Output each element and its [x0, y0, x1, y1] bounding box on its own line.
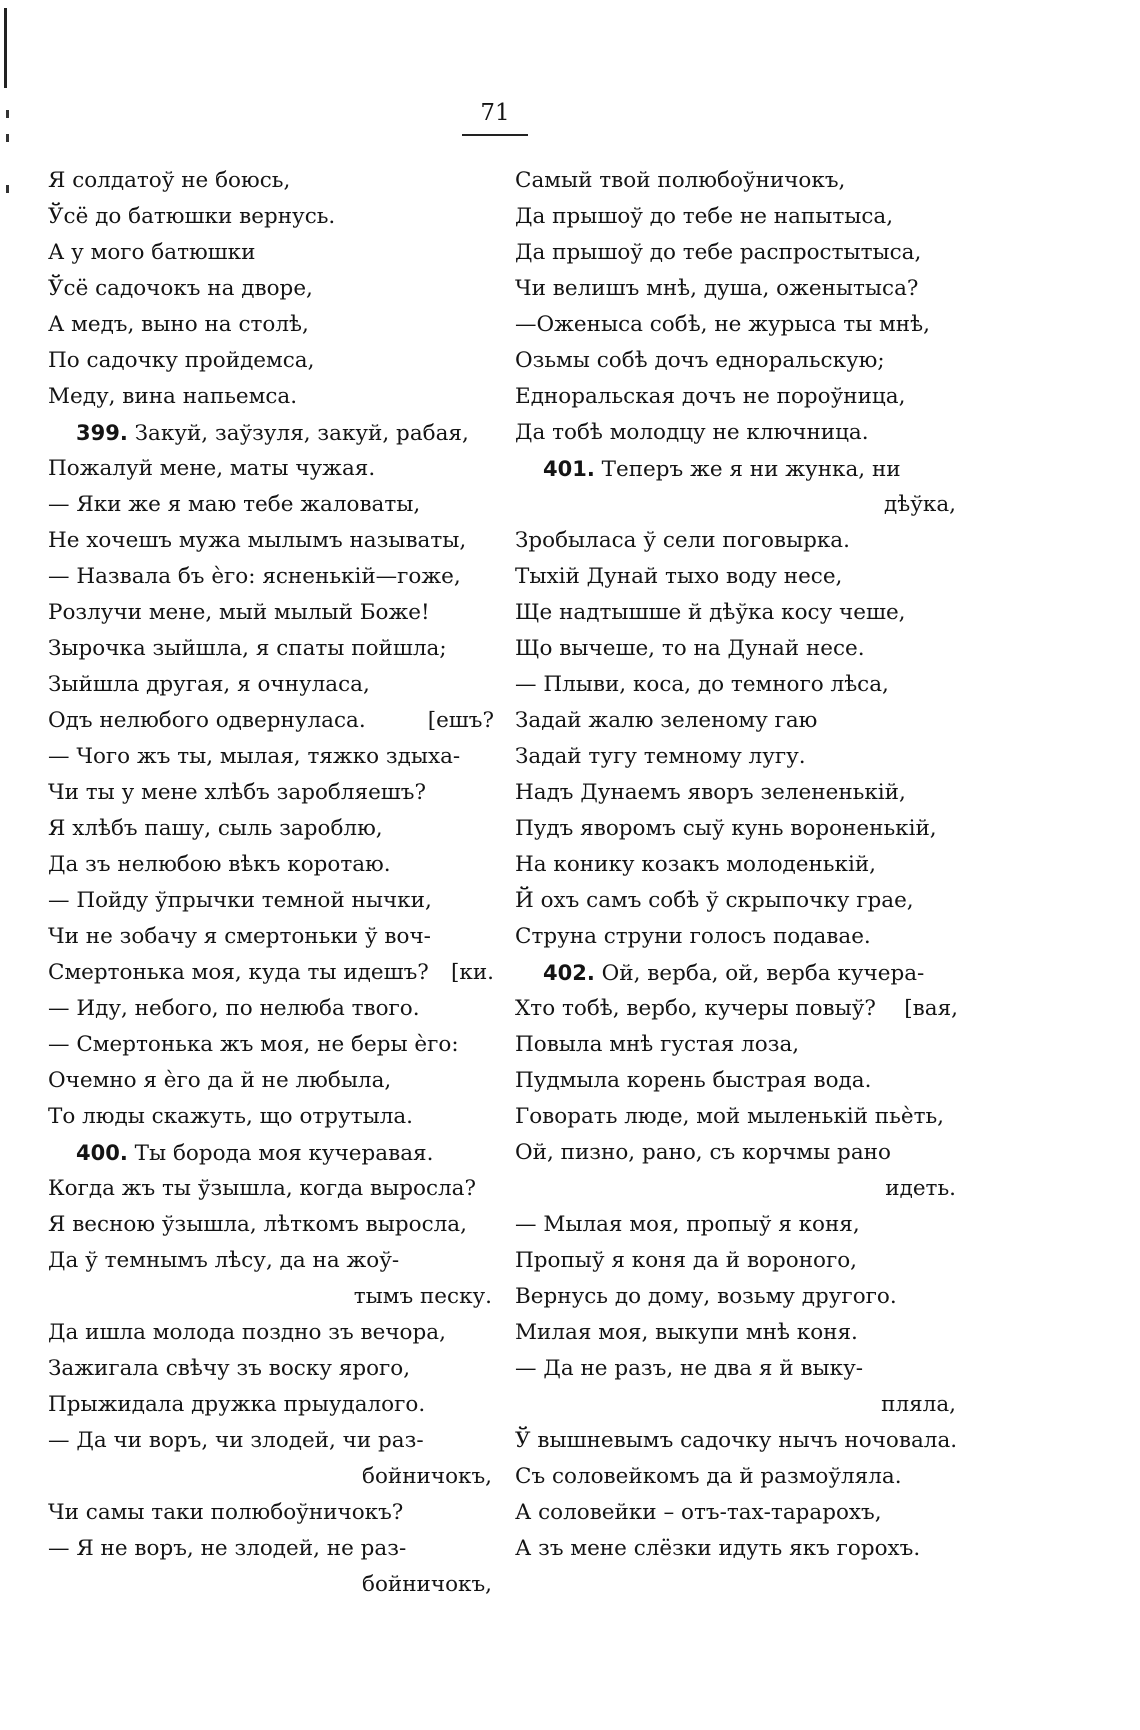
verse-text: Да зъ нелюбою вѣкъ коротаю. [48, 852, 391, 877]
verse-line [48, 163, 496, 199]
verse-line [515, 451, 960, 487]
right-column [515, 163, 960, 1567]
verse-line-ending: [ки. [451, 960, 494, 985]
song-number: 402. [543, 961, 595, 985]
verse-text: Що вычеше, то на Дунай несе. [515, 636, 865, 661]
verse-text: Озьмы собѣ дочъ едноральскую; [515, 348, 885, 373]
verse-text: — Чого жъ ты, мылая, тяжко здыха- [48, 744, 461, 769]
verse-line [515, 1207, 960, 1243]
verse-line [515, 1171, 960, 1207]
verse-line [48, 1135, 496, 1171]
verse-line [515, 1099, 960, 1135]
verse-text: бойничокъ, [362, 1464, 492, 1489]
verse-text: Да тобѣ молодцу не ключница. [515, 420, 869, 445]
verse-line [48, 1207, 496, 1243]
song-number: 399. [76, 421, 128, 445]
verse-text: Надъ Дунаемъ яворъ зелененькій, [515, 780, 906, 805]
verse-text: Пожалуй мене, маты чужая. [48, 456, 376, 481]
verse-text: Розлучи мене, мый мылый Боже! [48, 600, 430, 625]
verse-line [48, 1495, 496, 1531]
verse-text: Говорать люде, мой мыленькій пьѐть, [515, 1104, 945, 1129]
verse-text: Пудмыла корень быстрая вода. [515, 1068, 872, 1093]
verse-text: Й охъ самъ собѣ ў скрыпочку грае, [515, 888, 914, 913]
verse-text: Да прышоў до тебе распростытыса, [515, 240, 922, 265]
verse-line [515, 1459, 960, 1495]
verse-line [48, 1531, 496, 1567]
verse-text: Да прышоў до тебе не напытыса, [515, 204, 894, 229]
verse-line [48, 1063, 496, 1099]
verse-line [48, 775, 496, 811]
verse-text: А у мого батюшки [48, 240, 256, 265]
verse-line [48, 991, 496, 1027]
verse-line [48, 235, 496, 271]
verse-line [48, 523, 496, 559]
verse-text: Повыла мнѣ густая лоза, [515, 1032, 800, 1057]
verse-text: Зробыласа ў сели поговырка. [515, 528, 850, 553]
verse-text: Тыхій Дунай тыхо воду несе, [515, 564, 843, 589]
verse-text: — Смертонька жъ моя, не беры ѐго: [48, 1032, 459, 1057]
verse-line [515, 199, 960, 235]
verse-line [48, 271, 496, 307]
verse-text: А соловейки – отъ-тах-тарарохъ, [515, 1500, 882, 1525]
verse-text: идеть. [885, 1176, 956, 1201]
verse-line [515, 1351, 960, 1387]
verse-text: — Да не разъ, не два я й выку- [515, 1356, 864, 1381]
verse-text: Чи велишъ мнѣ, душа, оженытыса? [515, 276, 919, 301]
verse-line [48, 811, 496, 847]
verse-line [48, 955, 496, 991]
verse-line [48, 847, 496, 883]
verse-text: Чи ты у мене хлѣбъ заробляешъ? [48, 780, 426, 805]
verse-text: — Яки же я маю тебе жаловаты, [48, 492, 421, 517]
verse-text: Да ишла молода поздно зъ вечора, [48, 1320, 446, 1345]
verse-text: — Да чи воръ, чи злодей, чи раз- [48, 1428, 424, 1453]
verse-line [515, 415, 960, 451]
verse-line [48, 883, 496, 919]
verse-text: — Мылая моя, пропыў я коня, [515, 1212, 860, 1237]
verse-text: Едноральская дочъ не пороўница, [515, 384, 906, 409]
margin-rule [4, 8, 7, 88]
verse-text: Ой, верба, ой, верба кучера- [594, 961, 925, 986]
verse-line [515, 523, 960, 559]
verse-line-ending: [вая, [904, 996, 958, 1021]
verse-text: Не хочешъ мужа мылымъ называты, [48, 528, 467, 553]
verse-line [515, 775, 960, 811]
verse-text: Теперъ же я ни жунка, ни [594, 457, 901, 482]
verse-text: А зъ мене слёзки идуть якъ горохъ. [515, 1536, 921, 1561]
verse-text: Задай тугу темному лугу. [515, 744, 806, 769]
verse-line [515, 1135, 960, 1171]
verse-line [515, 1315, 960, 1351]
verse-line [48, 559, 496, 595]
verse-text: Ты борода моя кучеравая. [127, 1141, 434, 1166]
verse-text: дѣўка, [884, 492, 956, 517]
verse-line [515, 1279, 960, 1315]
verse-text: Да ў темнымъ лѣсу, да на жоў- [48, 1248, 400, 1273]
verse-text: Смертонька моя, куда ты идешъ? [48, 960, 429, 985]
left-column [48, 163, 496, 1603]
verse-line [48, 343, 496, 379]
song-number: 400. [76, 1141, 128, 1165]
verse-text: А медъ, выно на столѣ, [48, 312, 309, 337]
verse-text: Ўсё до батюшки вернусь. [48, 204, 336, 229]
verse-text: Съ соловейкомъ да й размоўляла. [515, 1464, 902, 1489]
verse-text: Пудъ яворомъ сыў кунь вороненькій, [515, 816, 937, 841]
verse-line [515, 163, 960, 199]
verse-text: Самый твой полюбоўничокъ, [515, 168, 846, 193]
margin-tick [6, 110, 9, 118]
verse-line [515, 559, 960, 595]
margin-tick [6, 134, 9, 142]
verse-line [515, 1423, 960, 1459]
verse-text: Закуй, заўзуля, закуй, рабая, [127, 421, 469, 446]
verse-line [48, 1351, 496, 1387]
verse-line [515, 379, 960, 415]
verse-text: Ще надтышше й дѣўка косу чеше, [515, 600, 906, 625]
verse-line [515, 235, 960, 271]
verse-text: тымъ песку. [353, 1284, 492, 1309]
verse-text: Вернусь до дому, возьму другого. [515, 1284, 897, 1309]
verse-line [515, 307, 960, 343]
verse-line [515, 955, 960, 991]
verse-line [515, 595, 960, 631]
verse-text: бойничокъ, [362, 1572, 492, 1597]
verse-line [48, 1171, 496, 1207]
verse-line [515, 811, 960, 847]
verse-text: — Пойду ўпрычки темной нычки, [48, 888, 432, 913]
verse-line [48, 1243, 496, 1279]
verse-line [515, 703, 960, 739]
verse-line [48, 307, 496, 343]
verse-line [48, 919, 496, 955]
verse-line [48, 1099, 496, 1135]
verse-text: Я солдатоў не боюсь, [48, 168, 291, 193]
verse-line [515, 631, 960, 667]
verse-line [48, 379, 496, 415]
verse-line [48, 703, 496, 739]
verse-line [515, 919, 960, 955]
verse-line [48, 1279, 496, 1315]
verse-line [515, 883, 960, 919]
verse-text: Ўсё садочокъ на дворе, [48, 276, 313, 301]
verse-line [515, 1531, 960, 1567]
verse-line [48, 199, 496, 235]
verse-line [515, 1243, 960, 1279]
verse-line [515, 487, 960, 523]
verse-line [515, 1387, 960, 1423]
verse-text: Чи самы таки полюбоўничокъ? [48, 1500, 404, 1525]
verse-line [48, 595, 496, 631]
verse-line [515, 1027, 960, 1063]
verse-line [515, 739, 960, 775]
verse-line [48, 1567, 496, 1603]
song-number: 401. [543, 457, 595, 481]
verse-line [48, 1459, 496, 1495]
verse-text: Прыжидала дружка прыудалого. [48, 1392, 426, 1417]
verse-line [515, 1495, 960, 1531]
verse-text: —Оженыса собѣ, не журыса ты мнѣ, [515, 312, 930, 337]
verse-line [515, 1063, 960, 1099]
verse-text: Ў вышневымъ садочку нычъ ночовала. [515, 1428, 958, 1453]
verse-text: Я весною ўзышла, лѣткомъ выросла, [48, 1212, 467, 1237]
verse-text: Зырочка зыйшла, я спаты пойшла; [48, 636, 447, 661]
verse-text: То люды скажуть, що отрутыла. [48, 1104, 414, 1129]
verse-text: Зыйшла другая, я очнуласа, [48, 672, 370, 697]
verse-text: Зажигала свѣчу зъ воску ярого, [48, 1356, 411, 1381]
verse-line [48, 415, 496, 451]
verse-line [48, 1027, 496, 1063]
verse-text: — Иду, небого, по нелюба твого. [48, 996, 420, 1021]
verse-text: Чи не зобачу я смертоньки ў воч- [48, 924, 431, 949]
verse-text: — Плыви, коса, до темного лѣса, [515, 672, 889, 697]
verse-line [515, 343, 960, 379]
margin-tick [6, 185, 9, 193]
verse-text: — Назвала бъ ѐго: ясненькій—гоже, [48, 564, 461, 589]
verse-text: — Я не воръ, не злодей, не раз- [48, 1536, 407, 1561]
verse-text: Очемно я ѐго да й не любыла, [48, 1068, 392, 1093]
verse-line-ending: [ешъ? [427, 708, 494, 733]
verse-line [515, 991, 960, 1027]
verse-text: Когда жъ ты ўзышла, когда выросла? [48, 1176, 476, 1201]
verse-line [515, 271, 960, 307]
verse-text: Одъ нелюбого одвернуласа. [48, 708, 366, 733]
verse-text: Задай жалю зеленому гаю [515, 708, 818, 733]
verse-text: Пропыў я коня да й вороного, [515, 1248, 858, 1273]
verse-line [48, 739, 496, 775]
verse-text: Ой, пизно, рано, съ корчмы рано [515, 1140, 891, 1165]
verse-line [48, 451, 496, 487]
verse-line [48, 1387, 496, 1423]
verse-text: Струна струни голосъ подавае. [515, 924, 871, 949]
verse-line [515, 847, 960, 883]
page-number: 71 [480, 100, 510, 126]
verse-text: Хто тобѣ, вербо, кучеры повыў? [515, 996, 876, 1021]
verse-text: Милая моя, выкупи мнѣ коня. [515, 1320, 858, 1345]
verse-text: пляла, [881, 1392, 956, 1417]
verse-line [48, 667, 496, 703]
verse-text: Я хлѣбъ пашу, сыль зароблю, [48, 816, 383, 841]
verse-line [48, 631, 496, 667]
verse-line [48, 1423, 496, 1459]
verse-text: Меду, вина напьемса. [48, 384, 298, 409]
verse-line [515, 667, 960, 703]
verse-text: На конику козакъ молоденькій, [515, 852, 876, 877]
verse-text: По садочку пройдемса, [48, 348, 315, 373]
verse-line [48, 487, 496, 523]
page-number-rule [462, 134, 528, 136]
verse-line [48, 1315, 496, 1351]
